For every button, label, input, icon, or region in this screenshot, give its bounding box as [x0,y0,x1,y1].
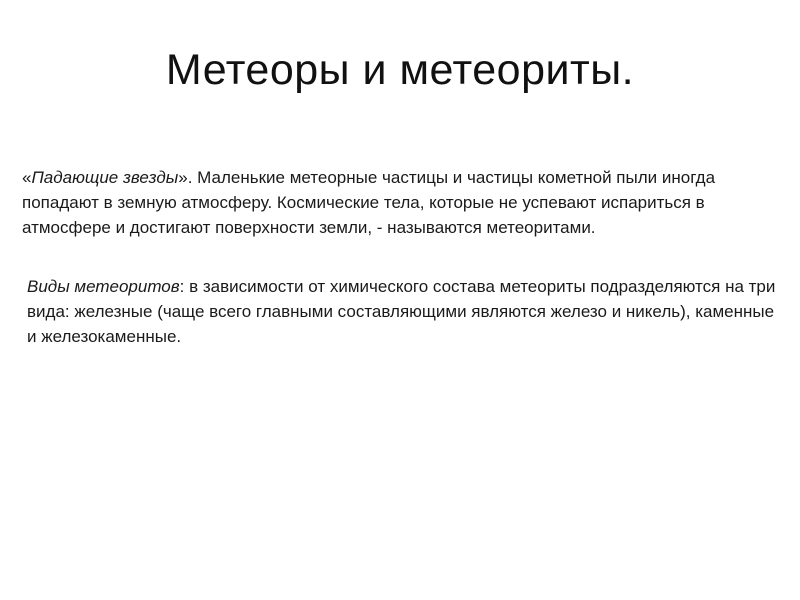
paragraph-meteorite-types [27,274,782,349]
meteorite-types-description: : в зависимости от химического состава метеориты подразделяются на три вида: железные (чаще всего главными составляющими являются железо и никель), каменные и железокаменные. [27,277,776,346]
falling-stars-term: Падающие звезды [31,168,179,187]
meteorite-types-term: Виды метеоритов [27,277,180,296]
slide-title: Метеоры и метеориты. [165,46,635,94]
meteors-description: . Маленькие метеорные частицы и частицы кометной пыли иногда попадают в земную атмосферу. Космические тела, которые не успевают испариться в атмосфере и достигают поверхности земли, - называются метеоритами. [22,168,716,237]
close-quote: » [178,168,188,187]
open-quote: « [22,168,32,187]
paragraph-meteors [22,165,782,240]
